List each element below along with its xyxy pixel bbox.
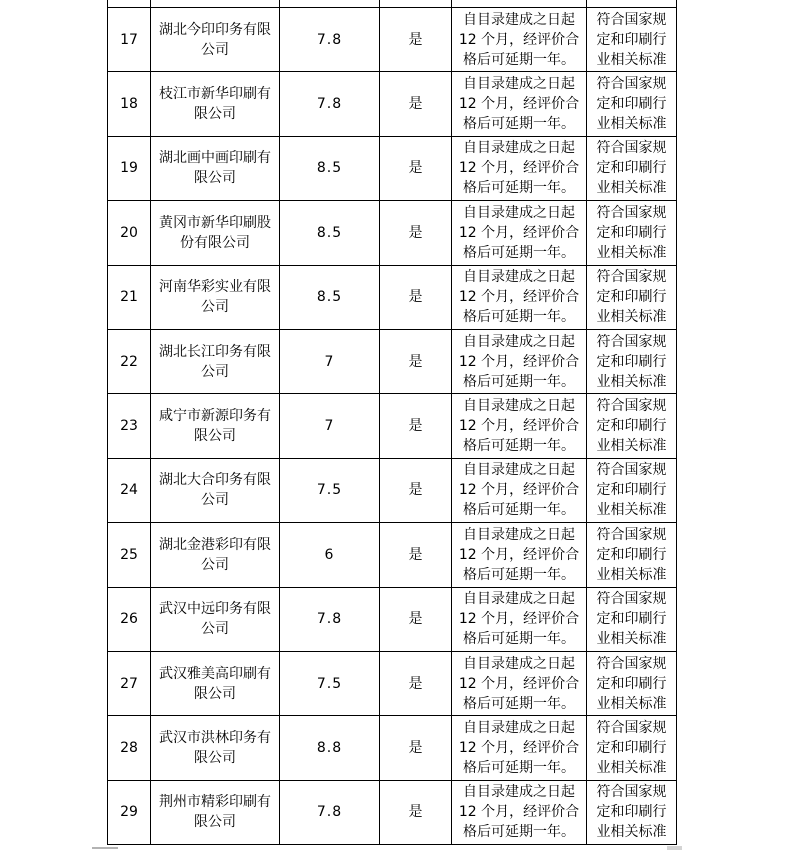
validity-line: 格后可延期一年。 bbox=[463, 502, 575, 519]
validity-line: 自目录建成之日起 bbox=[463, 591, 575, 608]
standard-line: 符合国家规 bbox=[596, 76, 667, 93]
cell-company-name bbox=[151, 587, 280, 651]
cell-score: 8.8 bbox=[280, 716, 380, 780]
cell-score: 7 bbox=[280, 394, 380, 458]
cell-validity bbox=[452, 458, 587, 522]
cell-company-name bbox=[151, 716, 280, 780]
cell-validity bbox=[452, 0, 587, 8]
cell-score bbox=[280, 0, 380, 8]
scrollbar-fragment-right bbox=[667, 846, 682, 850]
standard-line: 定和印刷行 bbox=[596, 96, 667, 113]
standard-line: 定和印刷行 bbox=[596, 546, 667, 563]
cell-listed: 是 bbox=[380, 329, 452, 393]
table-row-partial bbox=[108, 0, 677, 8]
cell-listed: 是 bbox=[380, 523, 452, 587]
cell-validity bbox=[452, 8, 587, 72]
validity-line: 格后可延期一年。 bbox=[463, 824, 575, 841]
validity-line: 格后可延期一年。 bbox=[463, 51, 575, 68]
cell-company-name bbox=[151, 458, 280, 522]
table-row bbox=[108, 136, 677, 200]
validity-line: 自目录建成之日起 bbox=[463, 398, 575, 415]
validity-line: 格后可延期一年。 bbox=[463, 116, 575, 133]
company-name-line: 公司 bbox=[201, 41, 229, 58]
validity-line: 12 个月，经评价合 bbox=[458, 160, 580, 177]
validity-line: 自目录建成之日起 bbox=[463, 719, 575, 736]
standard-line: 定和印刷行 bbox=[596, 160, 667, 177]
cell-standard bbox=[587, 8, 677, 72]
cell-score: 7.8 bbox=[280, 72, 380, 136]
cell-score: 7.5 bbox=[280, 651, 380, 715]
validity-line: 自目录建成之日起 bbox=[463, 204, 575, 221]
standard-line: 定和印刷行 bbox=[596, 289, 667, 306]
company-name-line: 公司 bbox=[201, 299, 229, 316]
validity-line: 自目录建成之日起 bbox=[463, 269, 575, 286]
cell-company-name bbox=[151, 0, 280, 8]
cell-score: 6 bbox=[280, 523, 380, 587]
standard-line: 业相关标准 bbox=[596, 244, 667, 261]
table-row bbox=[108, 780, 677, 844]
table-row bbox=[108, 651, 677, 715]
validity-line: 12 个月，经评价合 bbox=[458, 675, 580, 692]
validity-line: 格后可延期一年。 bbox=[463, 373, 575, 390]
standard-line: 业相关标准 bbox=[596, 502, 667, 519]
cell-listed: 是 bbox=[380, 136, 452, 200]
table-row bbox=[108, 587, 677, 651]
validity-line: 12 个月，经评价合 bbox=[458, 739, 580, 756]
cell-row-number: 17 bbox=[108, 8, 151, 72]
cell-score: 7.5 bbox=[280, 458, 380, 522]
company-name-line: 限公司 bbox=[194, 749, 236, 766]
standard-line: 定和印刷行 bbox=[596, 224, 667, 241]
cell-company-name bbox=[151, 136, 280, 200]
cell-standard bbox=[587, 72, 677, 136]
cell-validity bbox=[452, 329, 587, 393]
scrollbar-fragment-left bbox=[92, 847, 118, 849]
cell-row-number: 23 bbox=[108, 394, 151, 458]
cell-validity bbox=[452, 394, 587, 458]
cell-listed: 是 bbox=[380, 72, 452, 136]
cell-row-number: 25 bbox=[108, 523, 151, 587]
company-name-line: 武汉市洪林印务有 bbox=[159, 729, 271, 746]
cell-score: 8.5 bbox=[280, 201, 380, 265]
validity-line: 格后可延期一年。 bbox=[463, 244, 575, 261]
standard-line: 业相关标准 bbox=[596, 438, 667, 455]
cell-company-name bbox=[151, 265, 280, 329]
cell-row-number: 18 bbox=[108, 72, 151, 136]
validity-line: 自目录建成之日起 bbox=[463, 76, 575, 93]
table-row bbox=[108, 458, 677, 522]
cell-row-number: 24 bbox=[108, 458, 151, 522]
cell-standard bbox=[587, 201, 677, 265]
standard-line: 定和印刷行 bbox=[596, 739, 667, 756]
cell-listed: 是 bbox=[380, 8, 452, 72]
table-row bbox=[108, 329, 677, 393]
validity-line: 12 个月，经评价合 bbox=[458, 289, 580, 306]
cell-listed: 是 bbox=[380, 458, 452, 522]
company-name-line: 湖北画中画印刷有 bbox=[159, 150, 271, 167]
validity-line: 12 个月，经评价合 bbox=[458, 611, 580, 628]
company-name-line: 限公司 bbox=[194, 170, 236, 187]
validity-line: 格后可延期一年。 bbox=[463, 180, 575, 197]
companies-table bbox=[107, 0, 677, 845]
cell-standard bbox=[587, 651, 677, 715]
validity-line: 自目录建成之日起 bbox=[463, 526, 575, 543]
company-name-line: 限公司 bbox=[194, 428, 236, 445]
company-name-line: 枝江市新华印刷有 bbox=[159, 86, 271, 103]
standard-line: 符合国家规 bbox=[596, 591, 667, 608]
validity-line: 格后可延期一年。 bbox=[463, 309, 575, 326]
cell-validity bbox=[452, 201, 587, 265]
company-name-line: 河南华彩实业有限 bbox=[159, 279, 271, 296]
cell-standard bbox=[587, 780, 677, 844]
standard-line: 符合国家规 bbox=[596, 398, 667, 415]
standard-line: 定和印刷行 bbox=[596, 353, 667, 370]
validity-line: 12 个月，经评价合 bbox=[458, 482, 580, 499]
standard-line: 符合国家规 bbox=[596, 719, 667, 736]
cell-score: 8.5 bbox=[280, 265, 380, 329]
validity-line: 12 个月，经评价合 bbox=[458, 804, 580, 821]
validity-line: 自目录建成之日起 bbox=[463, 11, 575, 28]
standard-line: 符合国家规 bbox=[596, 204, 667, 221]
standard-line: 符合国家规 bbox=[596, 269, 667, 286]
table-row bbox=[108, 201, 677, 265]
cell-listed: 是 bbox=[380, 716, 452, 780]
company-name-line: 武汉雅美高印刷有 bbox=[159, 665, 271, 682]
cell-standard bbox=[587, 329, 677, 393]
validity-line: 12 个月，经评价合 bbox=[458, 546, 580, 563]
table-row bbox=[108, 72, 677, 136]
cell-standard bbox=[587, 523, 677, 587]
cell-standard bbox=[587, 0, 677, 8]
cell-company-name bbox=[151, 394, 280, 458]
cell-score: 7.8 bbox=[280, 587, 380, 651]
cell-validity bbox=[452, 265, 587, 329]
standard-line: 符合国家规 bbox=[596, 655, 667, 672]
standard-line: 业相关标准 bbox=[596, 824, 667, 841]
company-name-line: 湖北今印印务有限 bbox=[159, 21, 271, 38]
cell-row-number: 26 bbox=[108, 587, 151, 651]
company-name-line: 黄冈市新华印刷股 bbox=[159, 214, 271, 231]
validity-line: 自目录建成之日起 bbox=[463, 333, 575, 350]
standard-line: 业相关标准 bbox=[596, 116, 667, 133]
validity-line: 12 个月，经评价合 bbox=[458, 353, 580, 370]
cell-standard bbox=[587, 265, 677, 329]
company-name-line: 份有限公司 bbox=[180, 234, 250, 251]
validity-line: 格后可延期一年。 bbox=[463, 759, 575, 776]
cell-row-number: 27 bbox=[108, 651, 151, 715]
cell-standard bbox=[587, 136, 677, 200]
table-row bbox=[108, 716, 677, 780]
cell-company-name bbox=[151, 329, 280, 393]
cell-row-number: 21 bbox=[108, 265, 151, 329]
cell-validity bbox=[452, 523, 587, 587]
table-row bbox=[108, 394, 677, 458]
company-name-line: 限公司 bbox=[194, 106, 236, 123]
cell-row-number: 20 bbox=[108, 201, 151, 265]
standard-line: 业相关标准 bbox=[596, 566, 667, 583]
cell-company-name bbox=[151, 201, 280, 265]
standard-line: 业相关标准 bbox=[596, 180, 667, 197]
validity-line: 自目录建成之日起 bbox=[463, 784, 575, 801]
cell-company-name bbox=[151, 523, 280, 587]
cell-validity bbox=[452, 587, 587, 651]
standard-line: 定和印刷行 bbox=[596, 482, 667, 499]
cell-company-name bbox=[151, 72, 280, 136]
cell-standard bbox=[587, 587, 677, 651]
cell-validity bbox=[452, 72, 587, 136]
company-name-line: 公司 bbox=[201, 492, 229, 509]
standard-line: 业相关标准 bbox=[596, 759, 667, 776]
standard-line: 符合国家规 bbox=[596, 140, 667, 157]
cell-row-number: 22 bbox=[108, 329, 151, 393]
cell-listed: 是 bbox=[380, 651, 452, 715]
cell-row-number: 19 bbox=[108, 136, 151, 200]
cell-standard bbox=[587, 394, 677, 458]
validity-line: 12 个月，经评价合 bbox=[458, 224, 580, 241]
cell-listed: 是 bbox=[380, 201, 452, 265]
validity-line: 格后可延期一年。 bbox=[463, 631, 575, 648]
standard-line: 业相关标准 bbox=[596, 51, 667, 68]
standard-line: 定和印刷行 bbox=[596, 418, 667, 435]
standard-line: 符合国家规 bbox=[596, 333, 667, 350]
cell-listed: 是 bbox=[380, 394, 452, 458]
company-name-line: 限公司 bbox=[194, 814, 236, 831]
cell-row-number: 29 bbox=[108, 780, 151, 844]
standard-line: 业相关标准 bbox=[596, 373, 667, 390]
table-row bbox=[108, 8, 677, 72]
validity-line: 12 个月，经评价合 bbox=[458, 31, 580, 48]
validity-line: 12 个月，经评价合 bbox=[458, 418, 580, 435]
standard-line: 定和印刷行 bbox=[596, 804, 667, 821]
company-name-line: 武汉中远印务有限 bbox=[159, 601, 271, 618]
cell-company-name bbox=[151, 651, 280, 715]
cell-score: 7.8 bbox=[280, 780, 380, 844]
cell-listed: 是 bbox=[380, 265, 452, 329]
company-name-line: 限公司 bbox=[194, 685, 236, 702]
table-row bbox=[108, 265, 677, 329]
validity-line: 格后可延期一年。 bbox=[463, 566, 575, 583]
company-name-line: 公司 bbox=[201, 363, 229, 380]
validity-line: 格后可延期一年。 bbox=[463, 695, 575, 712]
standard-line: 符合国家规 bbox=[596, 462, 667, 479]
cell-listed: 是 bbox=[380, 587, 452, 651]
standard-line: 符合国家规 bbox=[596, 11, 667, 28]
cell-row-number: 28 bbox=[108, 716, 151, 780]
company-name-line: 咸宁市新源印务有 bbox=[159, 408, 271, 425]
company-name-line: 湖北长江印务有限 bbox=[159, 343, 271, 360]
company-name-line: 公司 bbox=[201, 556, 229, 573]
cell-validity bbox=[452, 716, 587, 780]
cell-listed bbox=[380, 0, 452, 8]
cell-score: 8.5 bbox=[280, 136, 380, 200]
company-name-line: 湖北大合印务有限 bbox=[159, 472, 271, 489]
cell-validity bbox=[452, 780, 587, 844]
cell-row-number bbox=[108, 0, 151, 8]
validity-line: 自目录建成之日起 bbox=[463, 655, 575, 672]
cell-validity bbox=[452, 651, 587, 715]
validity-line: 12 个月，经评价合 bbox=[458, 96, 580, 113]
standard-line: 业相关标准 bbox=[596, 631, 667, 648]
table-row bbox=[108, 523, 677, 587]
validity-line: 格后可延期一年。 bbox=[463, 438, 575, 455]
validity-line: 自目录建成之日起 bbox=[463, 140, 575, 157]
standard-line: 符合国家规 bbox=[596, 526, 667, 543]
cell-company-name bbox=[151, 8, 280, 72]
standard-line: 定和印刷行 bbox=[596, 675, 667, 692]
company-name-line: 荆州市精彩印刷有 bbox=[159, 794, 271, 811]
standard-line: 定和印刷行 bbox=[596, 31, 667, 48]
company-name-line: 公司 bbox=[201, 621, 229, 638]
standard-line: 符合国家规 bbox=[596, 784, 667, 801]
validity-line: 自目录建成之日起 bbox=[463, 462, 575, 479]
cell-standard bbox=[587, 458, 677, 522]
cell-listed: 是 bbox=[380, 780, 452, 844]
cell-validity bbox=[452, 136, 587, 200]
standard-line: 业相关标准 bbox=[596, 695, 667, 712]
standard-line: 定和印刷行 bbox=[596, 611, 667, 628]
cell-score: 7 bbox=[280, 329, 380, 393]
company-name-line: 湖北金港彩印有限 bbox=[159, 536, 271, 553]
standard-line: 业相关标准 bbox=[596, 309, 667, 326]
cell-company-name bbox=[151, 780, 280, 844]
cell-standard bbox=[587, 716, 677, 780]
cell-score: 7.8 bbox=[280, 8, 380, 72]
